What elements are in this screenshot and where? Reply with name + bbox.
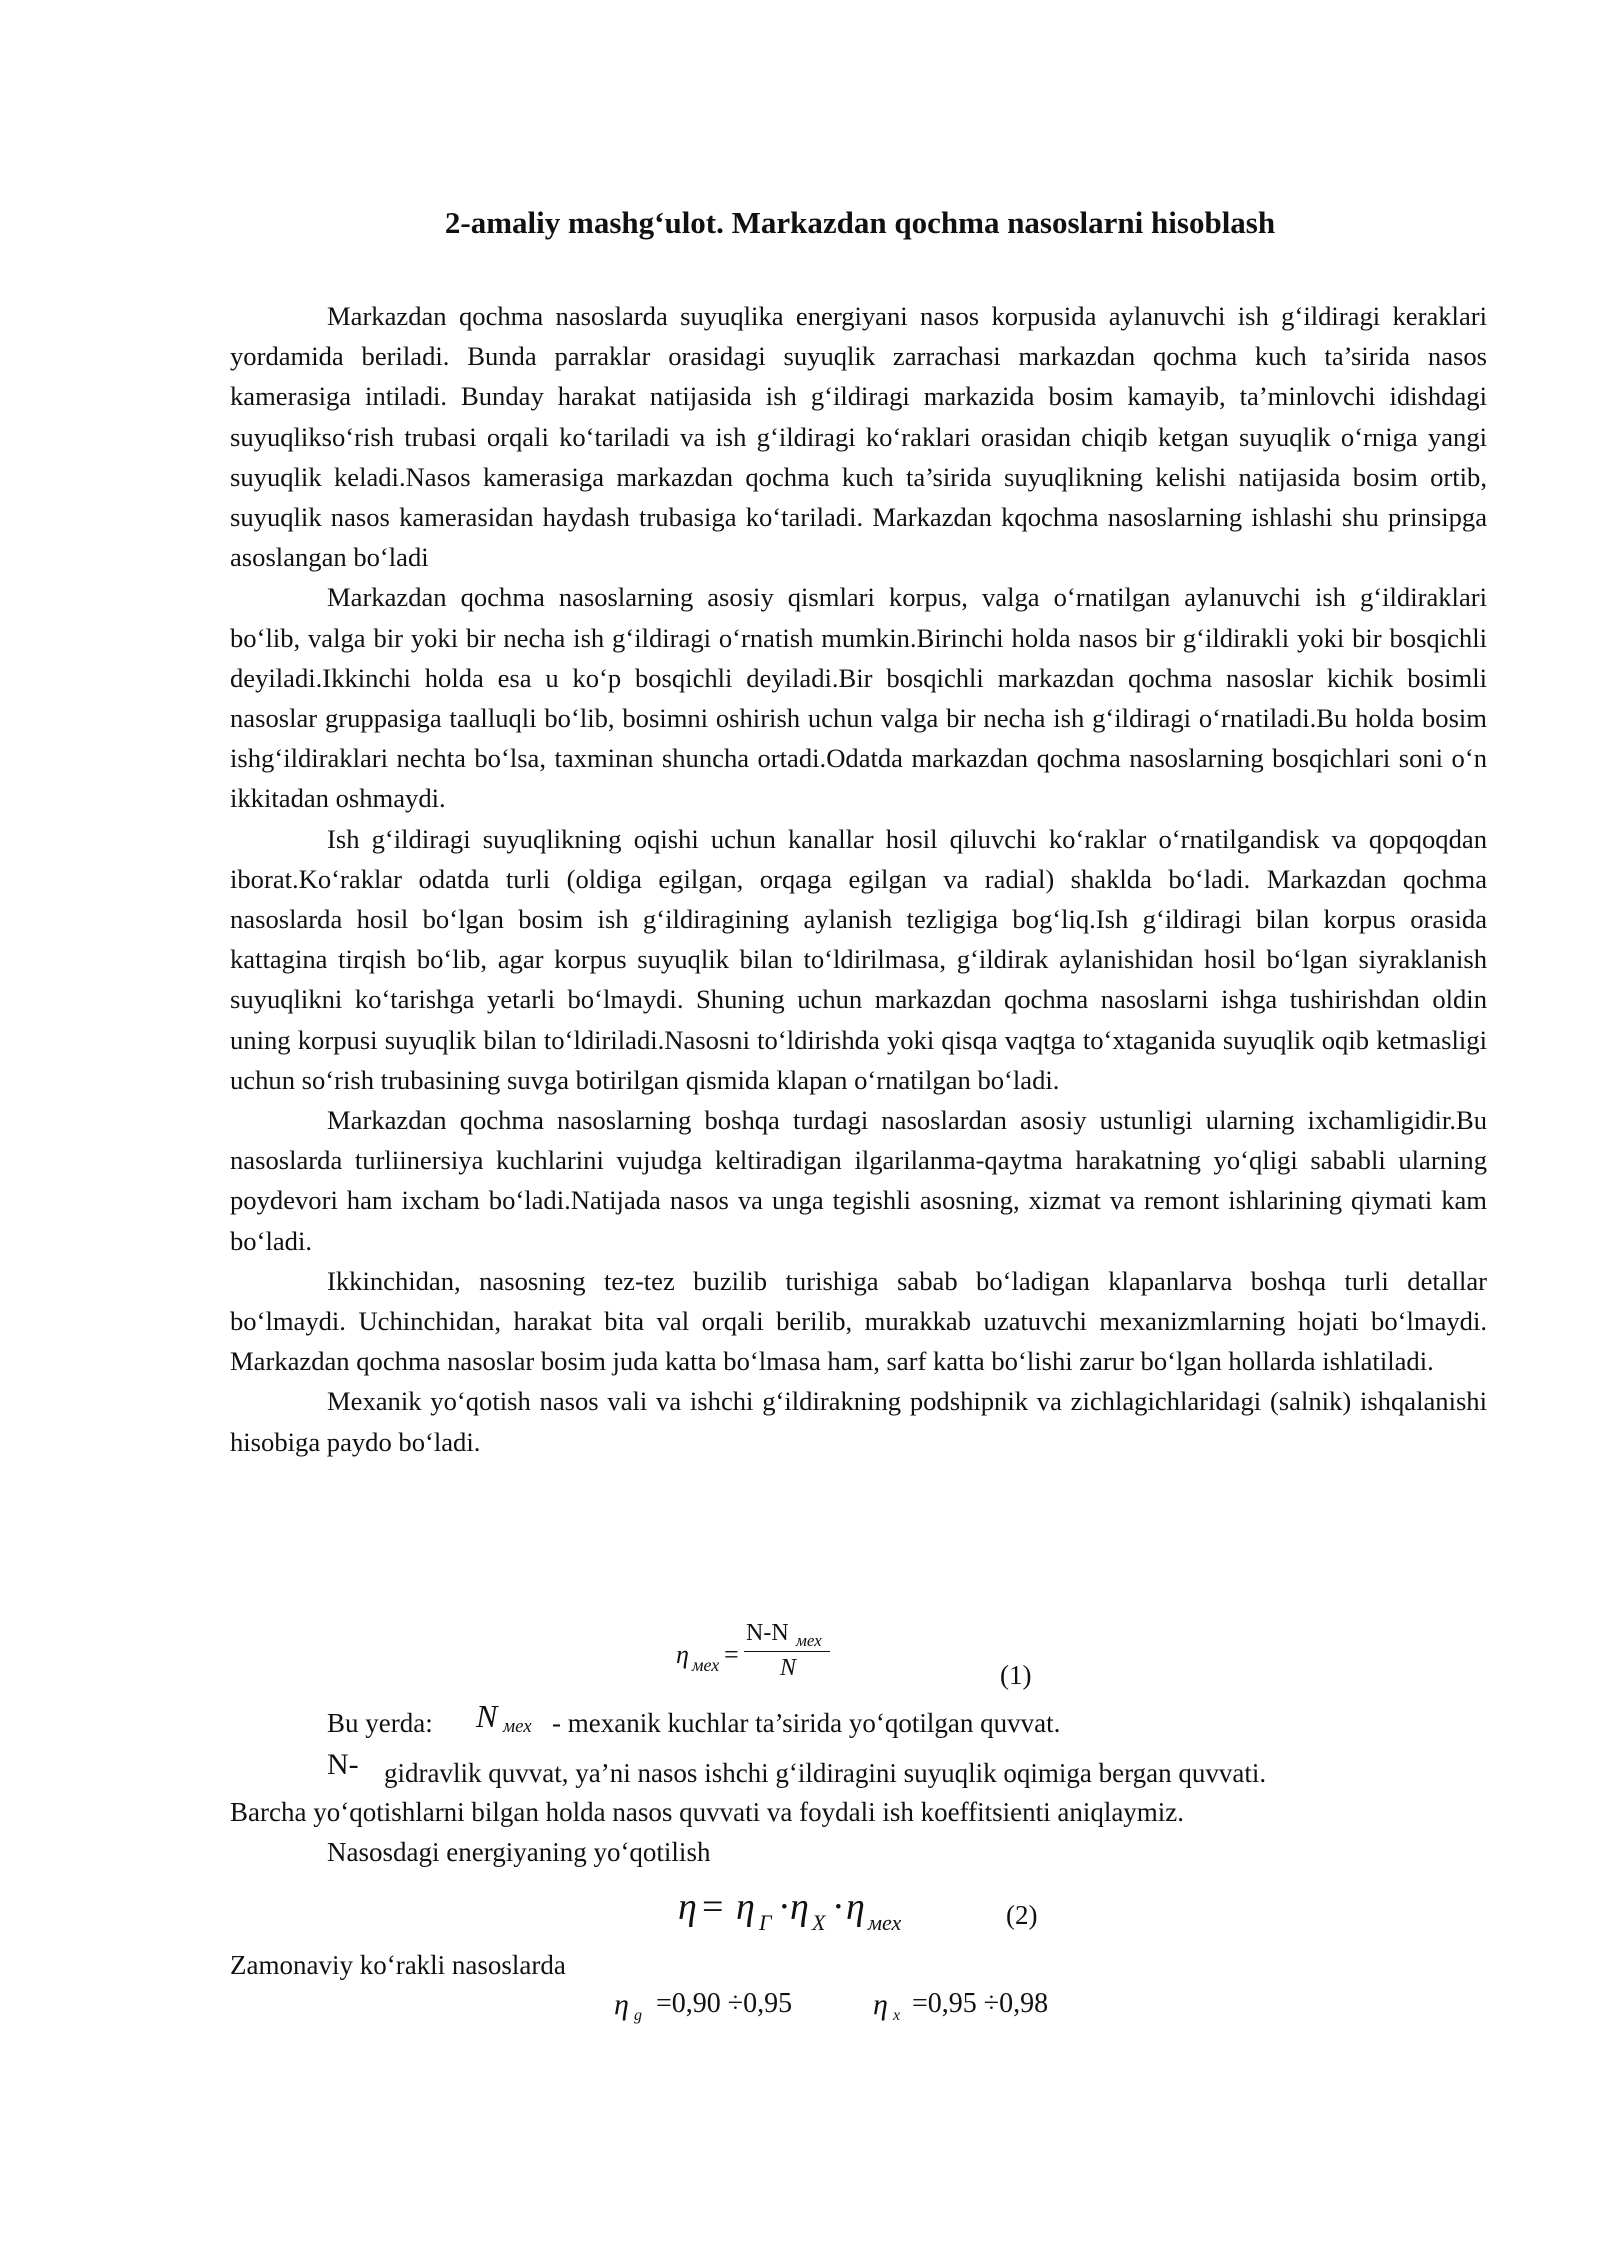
formula1-fraction-line [744, 1651, 830, 1652]
body-text [230, 296, 1487, 1462]
paragraph-2: Markazdan qochma nasoslarning asosiy qismlari korpus, valga o‘rnatilgan aylanuvchi ish g‘ildiraklari bo‘lib, valga bir yoki bir necha ish g‘ildiragi o‘rnatish mumkin.Birinchi holda nasos bir g‘ildirakli yoki bir bosqichli deyiladi.Ikkinchi holda esa u ko‘p bosqichli deyiladi.Bir bosqichli markazdan qochma nasoslar kichik bosimli nasoslar gruppasiga taalluqli bo‘lib, bosimni oshirish uchun valga bir necha ish g‘ildiragi o‘rnatiladi.Bu holda bosim ishg‘ildiraklari nechta bo‘lsa, taxminan shuncha ortadi.Odatda markazdan qochma nasoslarning bosqichlari soni o‘n ikkitadan oshmaydi. [230, 582, 1487, 814]
formula3-x-range: =0,95 ÷0,98 [912, 1988, 1049, 2019]
formula2-number: (2) [1006, 1900, 1038, 1930]
definitions-intro: Bu yerda: [327, 1708, 433, 1738]
formula2-eta2: η [790, 1886, 809, 1928]
modern-heading: Zamonaviy ko‘rakli nasoslarda [230, 1950, 566, 1980]
formula1-numerator-sub: мех [796, 1631, 822, 1650]
energy-loss-heading: Nasosdagi energiyaning yo‘qotilish [327, 1837, 711, 1867]
n-mex-sub: мех [503, 1716, 532, 1737]
formula2-eta1-sub: Г [759, 1910, 772, 1935]
formula3-g-range: =0,90 ÷0,95 [656, 1988, 793, 2019]
formula1-number: (1) [1000, 1660, 1032, 1690]
formula2-dot2: · [832, 1886, 845, 1928]
formula3-eta-x: η [873, 1988, 888, 2021]
formula2-eta3-sub: мех [868, 1910, 902, 1935]
formula2-eta2-sub: Х [812, 1910, 826, 1935]
formula3-g-sub: g [634, 2007, 642, 2024]
formula1-numerator: N-N [746, 1620, 789, 1646]
formula2-eta3: η [846, 1886, 865, 1928]
paragraph-3: Ish g‘ildiragi suyuqlikning oqishi uchun kanallar hosil qiluvchi ko‘raklar o‘rnatilgandisk va qopqoqdan iborat.Ko‘raklar odatda turli (oldiga egilgan, orqaga egilgan va radial) shaklda bo‘ladi. Markazdan qochma nasoslarda hosil bo‘lgan bosim ish g‘ildiragining aylanish tezligiga bog‘liq.Ish g‘ildiragi bilan korpus orasida kattagina tirqish bo‘lib, agar korpus suyuqlik bilan to‘ldirilmasa, g‘ildirak aylanishidan hosil bo‘lgan siyraklanish suyuqlikni ko‘tarishga yetarli bo‘lmaydi. Shuning uchun markazdan qochma nasoslarni ishga tushirishdan oldin uning korpusi suyuqlik bilan to‘ldiriladi.Nasosni to‘ldirishda yoki qisqa vaqtga to‘xtaganida suyuqlik oqib ketmasligi uchun so‘rish trubasining suvga botirilgan qismida klapan o‘rnatilgan bo‘ladi. [230, 823, 1487, 1095]
formula1-denominator: N [780, 1655, 797, 1681]
n-text: gidravlik quvvat, ya’ni nasos ishchi g‘ildiragini suyuqlik oqimiga bergan quvvati. [384, 1758, 1267, 1788]
formula3-eta-g: η [614, 1988, 629, 2021]
formula1-equals: = [724, 1640, 739, 1669]
paragraph-4: Markazdan qochma nasoslarning boshqa turdagi nasoslardan asosiy ustunligi ularning ixchamligidir.Bu nasoslarda turliinersiya kuchlarini vujudga keltiradigan ilgarilanma-qaytma harakatning yo‘qligi sababli ularning poydevori ham ixcham bo‘ladi.Natijada nasos va unga tegishli asosning, xizmat va remont ishlarining qiymati kam bo‘ladi. [230, 1105, 1487, 1256]
formula1-eta: η [676, 1640, 689, 1669]
formula2-eta: η [678, 1886, 697, 1928]
paragraph-1: Markazdan qochma nasoslarda suyuqlika energiyani nasos korpusida aylanuvchi ish g‘ildiragi keraklari yordamida beriladi. Bunda parraklar orasidagi suyuqlik zarrachasi markazdan qochma kuch ta’sirida nasos kamerasiga intiladi. Bunday harakat natijasida ish g‘ildiragi markazida bosim kamayib, ta’minlovchi idishdagi suyuqlikso‘rish trubasi orqali ko‘tariladi va ish g‘ildiragi ko‘raklari orasidan chiqib ketgan suyuqlik o‘rniga yangi suyuqlik keladi.Nasos kamerasiga markazdan qochma kuch ta’sirida suyuqlikning kelishi natijasida bosim ortib, suyuqlik nasos kamerasidan haydash trubasiga ko‘tariladi. Markazdan kqochma nasoslarning ishlashi shu prinsipga asoslangan bo‘ladi [230, 301, 1487, 573]
formula2-eta1: η [736, 1886, 755, 1928]
n-mex-text: - mexanik kuchlar ta’sirida yo‘qotilgan quvvat. [552, 1708, 1061, 1738]
n-mex-symbol: N [476, 1698, 498, 1734]
paragraph-5: Ikkinchidan, nasosning tez-tez buzilib turishiga sabab bo‘ladigan klapanlarva boshqa turli detallar bo‘lmaydi. Uchinchidan, harakat bita val orqali berilib, murakkab uzatuvchi mexanizmlarning hojati bo‘lmaydi. Markazdan qochma nasoslar bosim juda katta bo‘lmasa ham, sarf katta bo‘lishi zarur bo‘lgan hollarda ishlatiladi. [230, 1265, 1487, 1377]
paragraph-6: Mexanik yo‘qotish nasos vali va ishchi g‘ildirakning podshipnik va zichlagichlaridagi (salnik) ishqalanishi hisobiga paydo bo‘ladi. [230, 1386, 1487, 1457]
n-symbol: N- [327, 1748, 359, 1781]
formula2-dot1: · [778, 1886, 791, 1928]
after-definitions: Barcha yo‘qotishlarni bilgan holda nasos quvvati va foydali ish koeffitsienti aniqlaymiz. [230, 1797, 1185, 1827]
formula1-eta-sub: мех [692, 1655, 720, 1675]
formula3-x-sub: x [893, 2007, 901, 2024]
formula2-equals: = [702, 1886, 724, 1928]
page-title: 2-amaliy mashg‘ulot. Markazdan qochma nasoslarni hisoblash [444, 205, 1276, 240]
